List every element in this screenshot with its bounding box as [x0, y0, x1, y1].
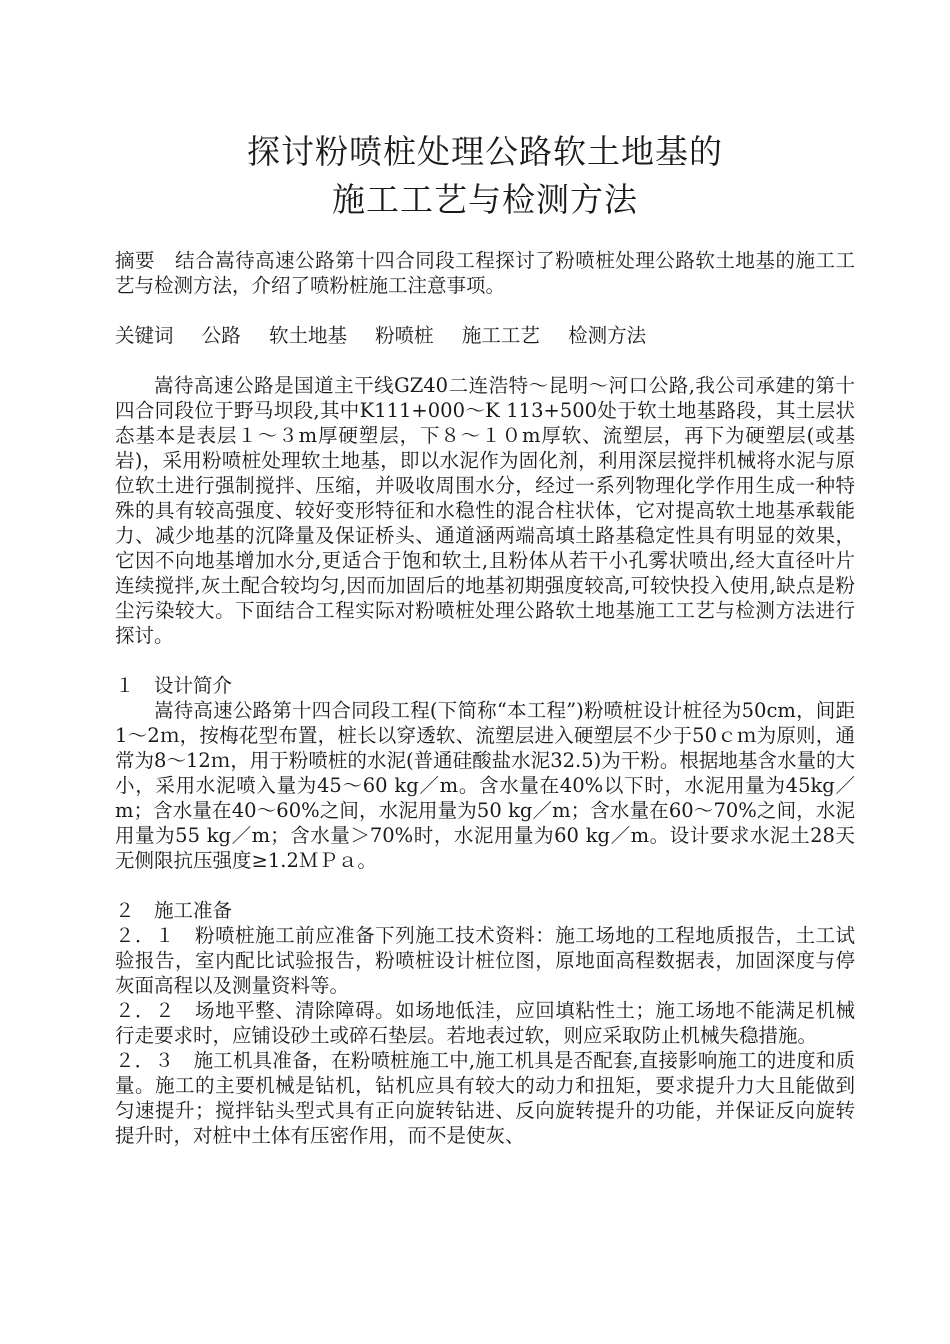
keyword: 检测方法 — [568, 324, 647, 347]
intro-paragraph: 嵩待高速公路是国道主干线GZ40二连浩特～昆明～河口公路,我公司承建的第十四合同段位于野马坝段,其中K111+000～K 113+500处于软土地基路段，其土层状态基本是表层１～３m厚硬塑层，下８～１０m厚软、流塑层，再下为硬塑层(或基岩)，采用粉喷桩处理软土地基，即以水泥作为固化剂，利用深层搅拌机械将水泥与原位软土进行强制搅拌、压缩，并吸收周围水分，经过一系列物理化学作用生成一种特殊的具有较高强度、较好变形特征和水稳性的混合柱状体，它对提高软土地基承载能力、减少地基的沉降量及保证桥头、通道涵两端高填土路基稳定性具有明显的效果，它因不向地基增加水分,更适合于饱和软土,且粉体从若干小孔雾状喷出,经大直径叶片连续搅拌,灰土配合较均匀,因而加固后的地基初期强度较高,可较快投入使用,缺点是粉尘污染较大。下面结合工程实际对粉喷桩处理公路软土地基施工工艺与检测方法进行探讨。 — [115, 374, 855, 647]
keyword: 粉喷桩 — [375, 324, 434, 347]
title-line-1: 探讨粉喷桩处理公路软土地基的 — [247, 132, 723, 171]
document-page — [115, 128, 855, 1148]
section-2-item: ２．２ 场地平整、清除障碍。如场地低洼，应回填粘性土；施工场地不能满足机械行走要求时，应铺设砂土或碎石垫层。若地表过软，则应采取防止机械失稳措施。 — [115, 999, 855, 1047]
section-2-item: ２．１ 粉喷桩施工前应准备下列施工技术资料：施工场地的工程地质报告，土工试验报告，室内配比试验报告，粉喷桩设计桩位图，原地面高程数据表，加固深度与停灰面高程以及测量资料等。 — [115, 924, 855, 997]
keywords-line — [115, 323, 855, 348]
keyword: 软土地基 — [268, 324, 347, 347]
title-line-2: 施工工艺与检测方法 — [332, 180, 638, 219]
document-title — [115, 128, 855, 224]
keyword: 公路 — [201, 324, 241, 347]
section-1-heading: １ 设计简介 — [115, 674, 233, 697]
keyword: 施工工艺 — [461, 324, 540, 347]
section-1-body: 嵩待高速公路第十四合同段工程(下简称“本工程”)粉喷桩设计桩径为50cm，间距1～2ｍ，按梅花型布置，桩长以穿透软、流塑层进入硬塑层不少于50ｃｍ为原则，通常为8～12ｍ，用于粉喷桩的水泥(普通硅酸盐水泥32.5)为干粉。根据地基含水量的大小，采用水泥喷入量为45～60 kg／m。含水量在40%以下时，水泥用量为45kg／m；含水量在40～60%之间，水泥用量为50 kg／m；含水量在60～70%之间，水泥用量为55 kg／m；含水量＞70%时，水泥用量为60 kg／m。设计要求水泥土28天无侧限抗压强度≥1.2ＭＰａ。 — [115, 699, 855, 872]
abstract: 摘要 结合嵩待高速公路第十四合同段工程探讨了粉喷桩处理公路软土地基的施工工艺与检测方法，介绍了喷粉桩施工注意事项。 — [115, 249, 855, 297]
keywords-label: 关键词 — [115, 324, 174, 347]
section-2-item: ２．３ 施工机具准备，在粉喷桩施工中,施工机具是否配套,直接影响施工的进度和质量。施工的主要机械是钻机，钻机应具有较大的动力和扭矩，要求提升力大且能做到匀速提升；搅拌钻头型式具有正向旋转钻进、反向旋转提升的功能，并保证反向旋转提升时，对桩中土体有压密作用，而不是使灰、 — [115, 1049, 855, 1147]
section-2-heading: ２ 施工准备 — [115, 899, 233, 922]
